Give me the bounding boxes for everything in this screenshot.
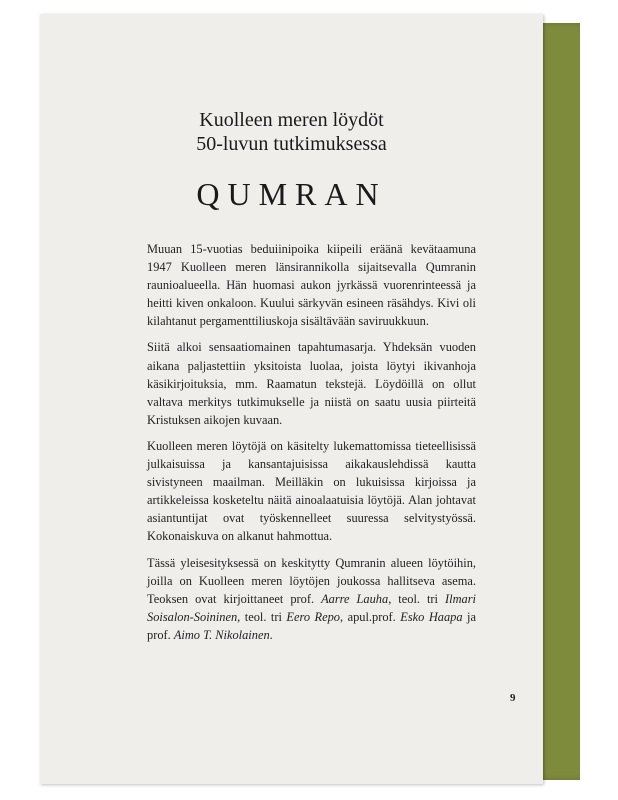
page-number: 9 — [510, 692, 516, 704]
book-spine — [538, 23, 580, 780]
author-name: Aimo T. Nikolainen — [173, 627, 270, 642]
paragraph-3: Kuolleen meren löytöjä on käsitelty lukemattomissa tieteellisissä julkaisuissa ja kansantajuisissa aikakauslehdissä kautta sivistyneen maailman. Meilläkin on lukuisissa kirjoissa ja artikkeleissa kosketeltu näitä ainoalaatuisia löytöjä. Alan johtavat asiantuntijat ovat työskennelleet suuressa selvitystyössä. Kokonaiskuva on alkanut hahmottua. — [147, 438, 476, 544]
paragraph-4 — [147, 554, 476, 644]
author-name: Esko Haapa — [400, 609, 463, 624]
page-header — [40, 108, 543, 211]
separator: , apul.prof. — [340, 609, 401, 624]
subtitle-line-1: Kuolleen meren löydöt — [199, 109, 384, 131]
separator: , teol. tri — [388, 591, 446, 606]
book-title: QUMRAN — [196, 176, 387, 212]
separator: , teol. tri — [237, 609, 287, 624]
author-name: Eero Repo — [286, 609, 340, 624]
paragraph-2: Siitä alkoi sensaatiomainen tapahtumasarja. Yhdeksän vuoden aikana paljastettiin yksitoista luolaa, joista löytyi ikivanhoja käsikirjoituksia, mm. Raamatun tekstejä. Löydöillä on ollut valtava merkitys tutkimukselle ja niistä on saatu uusia piirteitä Kristuksen aikojen kuvaan. — [147, 340, 476, 427]
author-name: Ilmari Soisalon-Soininen — [147, 591, 476, 624]
separator: ja prof. — [147, 609, 476, 642]
book-page — [40, 14, 543, 784]
paragraph-1: Muuan 15-vuotias beduiinipoika kiipeili eräänä kevätaamuna 1947 Kuolleen meren länsirannikolla sijaitsevalla Qumranin raunioalueella. Hän huomasi aukon jyrkässä vuorenrinteessä ja heitti kiven onkaloon. Kuului särkyvän esineen räsähdys. Kivi oli kilahtanut pergamenttiliuskoja sisältävään saviruukkuun. — [147, 242, 476, 329]
paragraph-4-intro: Tässä yleisesityksessä on keskitytty Qumranin alueen löytöihin, joilla on Kuolleen meren löytöjen joukossa hallitseva asema. Teoksen ovat kirjoittaneet prof. — [147, 555, 476, 606]
author-name: Aarre Lauha — [321, 591, 389, 606]
description-text — [147, 240, 476, 652]
subtitle-line-2: 50-luvun tutkimuksessa — [196, 133, 387, 155]
paragraph-4-end: . — [269, 627, 273, 642]
